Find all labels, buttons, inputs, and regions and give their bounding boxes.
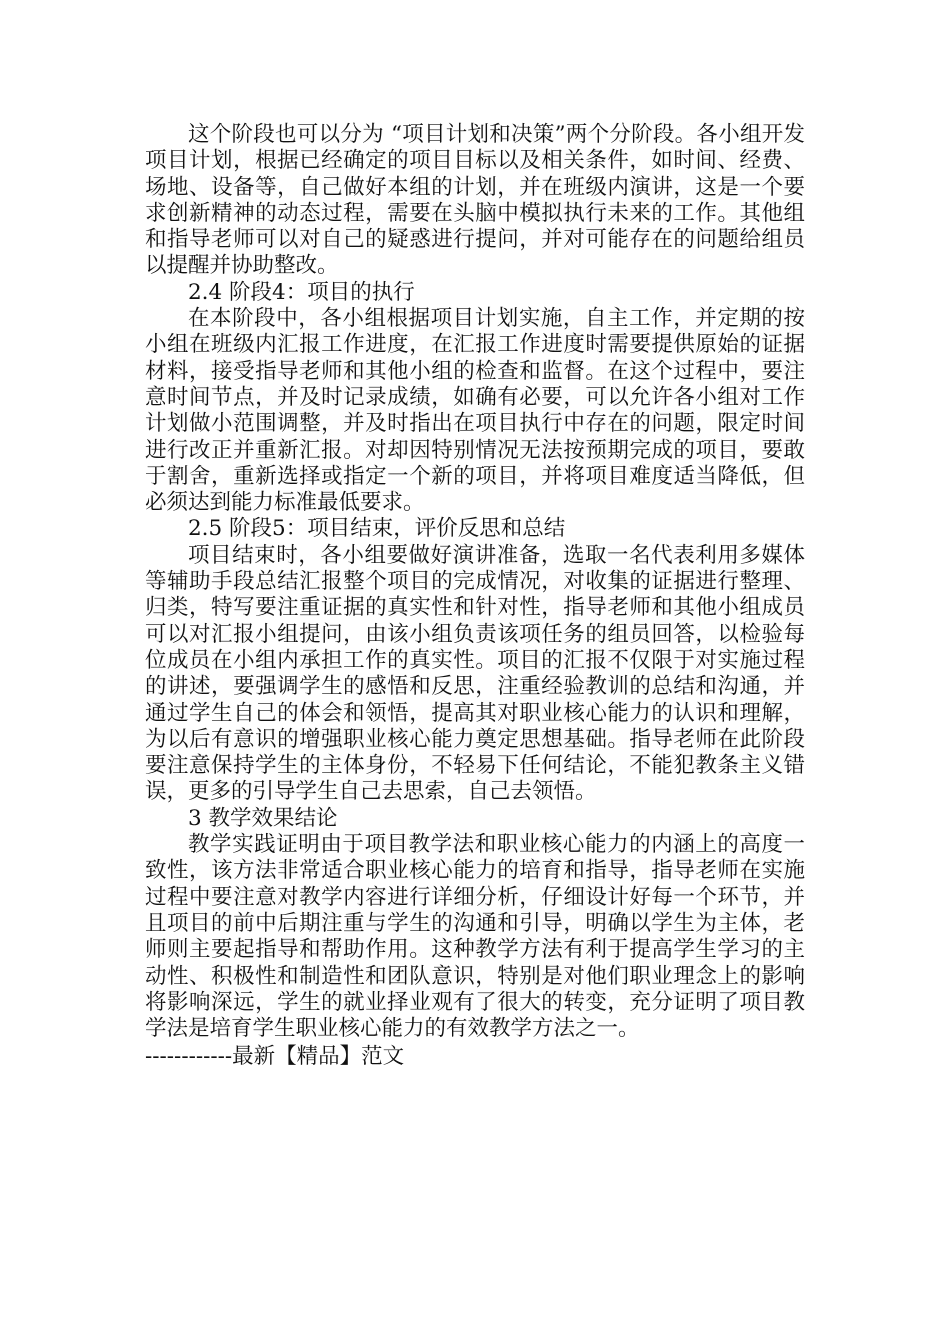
paragraph-conclusion-body: 教学实践证明由于项目教学法和职业核心能力的内涵上的高度一致性，该方法非常适合职业核心能力的培育和指导，指导老师在实施过程中要注意对教学内容进行详细分析，仔细设计好每一个环节，并且项目的前中后期注重与学生的沟通和引导，明确以学生为主体，老师则主要起指导和帮助作用。这种教学方法有利于提高学生学习的主动性、积极性和制造性和团队意识，特别是对他们职业理念上的影响将影响深远，学生的就业择业观有了很大的转变，充分证明了项目教学法是培育学生职业核心能力的有效教学方法之一。 <box>145 832 805 1042</box>
section-heading-2-4: 2.4 阶段4：项目的执行 <box>188 279 415 305</box>
section-heading-3: 3 教学效果结论 <box>188 805 338 831</box>
document-body <box>145 122 805 1042</box>
paragraph-stage-3-body: 这个阶段也可以分为 “项目计划和决策”两个分阶段。各小组开发项目计划，根据已经确定的项目目标以及相关条件，如时间、经费、场地、设备等，自己做好本组的计划，并在班级内演讲，这是一个要求创新精神的动态过程，需要在头脑中模拟执行未来的工作。其他组和指导老师可以对自己的疑惑进行提问，并对可能存在的问题给组员以提醒并协助整改。 <box>145 122 805 279</box>
section-heading-2-5: 2.5 阶段5：项目结束，评价反思和总结 <box>188 516 566 542</box>
page-footer: ------------最新【精品】范文 <box>145 1044 405 1069</box>
paragraph-stage-5-body: 项目结束时，各小组要做好演讲准备，选取一名代表利用多媒体等辅助手段总结汇报整个项目的完成情况，对收集的证据进行整理、归类，特写要注重证据的真实性和针对性，指导老师和其他小组成员可以对汇报小组提问，由该小组负责该项任务的组员回答，以检验每位成员在小组内承担工作的真实性。项目的汇报不仅限于对实施过程的讲述，要强调学生的感悟和反思，注重经验教训的总结和沟通，并通过学生自己的体会和领悟，提高其对职业核心能力的认识和理解，为以后有意识的增强职业核心能力奠定思想基础。指导老师在此阶段要注意保持学生的主体身份，不轻易下任何结论，不能犯教条主义错误，更多的引导学生自己去思索，自己去领悟。 <box>145 542 805 805</box>
paragraph-stage-4-body: 在本阶段中，各小组根据项目计划实施，自主工作，并定期的按小组在班级内汇报工作进度，在汇报工作进度时需要提供原始的证据材料，接受指导老师和其他小组的检查和监督。在这个过程中，要注意时间节点，并及时记录成绩，如确有必要，可以允许各小组对工作计划做小范围调整，并及时指出在项目执行中存在的问题，限定时间进行改正并重新汇报。对却因特别情况无法按预期完成的项目，要敢于割舍，重新选择或指定一个新的项目，并将项目难度适当降低，但必须达到能力标准最低要求。 <box>145 306 805 516</box>
